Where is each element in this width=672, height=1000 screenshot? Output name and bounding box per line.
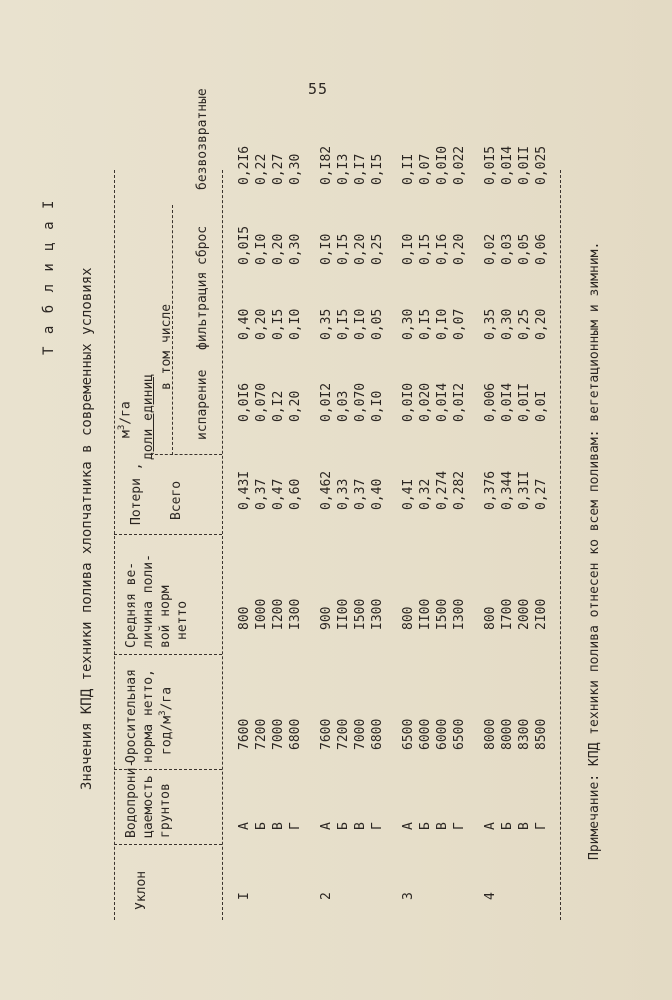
cell-irretrievable: 0,I82 xyxy=(319,145,334,185)
cell-discharge: 0,05 xyxy=(517,233,532,265)
header-perm-3: грунтов xyxy=(158,783,173,838)
cell-irretrievable: 0,07 xyxy=(418,153,433,185)
cell-filtration: 0,I0 xyxy=(353,308,368,340)
header-losses-label: Потери , xyxy=(129,462,144,525)
cell-irrigation-norm: 6500 xyxy=(452,718,467,750)
cell-irretrievable: 0,22 xyxy=(254,153,269,185)
cell-discharge: 0,30 xyxy=(288,233,303,265)
cell-losses-total: 0,274 xyxy=(435,470,450,510)
cell-evaporation: 0,03 xyxy=(336,390,351,422)
cell-permeability: Б xyxy=(500,822,515,830)
cell-filtration: 0,20 xyxy=(534,308,549,340)
cell-irrigation-norm: 6800 xyxy=(370,718,385,750)
header-filtration: фильтрация xyxy=(195,271,210,350)
cell-filtration: 0,40 xyxy=(237,308,252,340)
cell-losses-total: 0,37 xyxy=(254,478,269,510)
header-slope: Уклон xyxy=(134,870,149,910)
cell-irrigation-norm: 7600 xyxy=(237,718,252,750)
cell-losses-total: 0,60 xyxy=(288,478,303,510)
header-losses-unit-top: $м^3/га$ xyxy=(117,401,134,438)
cell-permeability: Г xyxy=(534,822,549,830)
cell-irrigation-norm: 6000 xyxy=(435,718,450,750)
cell-losses-total: 0,32 xyxy=(418,478,433,510)
cell-filtration: 0,I5 xyxy=(336,308,351,340)
cell-losses-total: 0,37 xyxy=(353,478,368,510)
separator-slope xyxy=(114,844,222,845)
cell-irrigation-norm: 7000 xyxy=(353,718,368,750)
cell-evaporation: 0,0I6 xyxy=(237,382,252,422)
cell-filtration: 0,I5 xyxy=(271,308,286,340)
cell-irretrievable: 0,0I4 xyxy=(500,145,515,185)
header-perm-1: Водопрони- xyxy=(124,759,139,838)
cell-slope: 3 xyxy=(401,892,416,900)
top-border-line xyxy=(114,170,115,920)
cell-losses-total: 0,40 xyxy=(370,478,385,510)
cell-average-norm: 800 xyxy=(483,606,498,630)
cell-evaporation: 0,0I4 xyxy=(500,382,515,422)
cell-permeability: В xyxy=(353,822,368,830)
cell-irrigation-norm: 6500 xyxy=(401,718,416,750)
header-including: в том числе xyxy=(159,303,174,390)
header-evaporation: испарение xyxy=(195,369,210,440)
cell-evaporation: 0,006 xyxy=(483,382,498,422)
table-note: Примечание: КПД техники полива отнесен ко всем поливам: вегетационным и зимним. xyxy=(587,241,602,860)
cell-irretrievable: 0,30 xyxy=(288,153,303,185)
cell-irrigation-norm: 7200 xyxy=(254,718,269,750)
cell-permeability: В xyxy=(271,822,286,830)
cell-irrigation-norm: 7000 xyxy=(271,718,286,750)
cell-filtration: 0,I5 xyxy=(418,308,433,340)
cell-filtration: 0,30 xyxy=(401,308,416,340)
cell-filtration: 0,20 xyxy=(254,308,269,340)
cell-discharge: 0,I5 xyxy=(418,233,433,265)
cell-average-norm: I500 xyxy=(435,598,450,630)
cell-filtration: 0,25 xyxy=(517,308,532,340)
cell-losses-total: 0,282 xyxy=(452,470,467,510)
cell-permeability: Г xyxy=(452,822,467,830)
cell-filtration: 0,I0 xyxy=(435,308,450,340)
cell-discharge: 0,I0 xyxy=(401,233,416,265)
cell-irretrievable: 0,27 xyxy=(271,153,286,185)
cell-filtration: 0,07 xyxy=(452,308,467,340)
cell-average-norm: II00 xyxy=(418,598,433,630)
cell-irretrievable: 0,II xyxy=(401,153,416,185)
header-norm-2: норма нетто, xyxy=(141,669,156,763)
header-avg-3: вой норм xyxy=(158,585,173,648)
cell-irretrievable: 0,0I0 xyxy=(435,145,450,185)
cell-losses-total: 0,3II xyxy=(517,470,532,510)
cell-slope: 2 xyxy=(319,892,334,900)
cell-permeability: Б xyxy=(336,822,351,830)
cell-permeability: Г xyxy=(370,822,385,830)
cell-slope: I xyxy=(237,892,252,900)
cell-irretrievable: 0,0I5 xyxy=(483,145,498,185)
cell-permeability: Г xyxy=(288,822,303,830)
cell-average-norm: I300 xyxy=(288,598,303,630)
cell-discharge: 0,20 xyxy=(353,233,368,265)
header-losses-unit-bottom: доли единиц xyxy=(141,373,156,460)
cell-discharge: 0,20 xyxy=(452,233,467,265)
cell-permeability: Б xyxy=(418,822,433,830)
bottom-border-line xyxy=(560,170,561,920)
header-bottom-line xyxy=(222,170,223,920)
cell-irretrievable: 0,I7 xyxy=(353,153,368,185)
header-norm-3: год/$м^3/га$ xyxy=(158,686,175,755)
cell-evaporation: 0,0I2 xyxy=(319,382,334,422)
cell-permeability: А xyxy=(483,822,498,830)
header-avg-4: нетто xyxy=(175,600,190,640)
cell-filtration: 0,35 xyxy=(483,308,498,340)
cell-irrigation-norm: 8000 xyxy=(483,718,498,750)
cell-average-norm: I700 xyxy=(500,598,515,630)
cell-evaporation: 0,0II xyxy=(517,382,532,422)
cell-losses-total: 0,344 xyxy=(500,470,515,510)
cell-irrigation-norm: 6000 xyxy=(418,718,433,750)
header-discharge: сброс xyxy=(195,225,210,265)
cell-evaporation: 0,070 xyxy=(254,382,269,422)
cell-discharge: 0,20 xyxy=(271,233,286,265)
cell-losses-total: 0,43I xyxy=(237,470,252,510)
cell-evaporation: 0,0I xyxy=(534,390,549,422)
cell-losses-total: 0,47 xyxy=(271,478,286,510)
cell-filtration: 0,I0 xyxy=(288,308,303,340)
table-label: Т а б л и ц а I xyxy=(41,198,57,355)
cell-discharge: 0,06 xyxy=(534,233,549,265)
cell-discharge: 0,I0 xyxy=(319,233,334,265)
cell-filtration: 0,30 xyxy=(500,308,515,340)
cell-irrigation-norm: 8300 xyxy=(517,718,532,750)
cell-irrigation-norm: 7200 xyxy=(336,718,351,750)
header-perm-2: цаемость xyxy=(141,775,156,838)
cell-evaporation: 0,0I2 xyxy=(452,382,467,422)
cell-average-norm: I300 xyxy=(370,598,385,630)
cell-losses-total: 0,376 xyxy=(483,470,498,510)
separator-norm xyxy=(114,654,222,655)
cell-average-norm: I500 xyxy=(353,598,368,630)
cell-discharge: 0,03 xyxy=(500,233,515,265)
separator-avg xyxy=(114,534,222,535)
header-avg-1: Средняя ве- xyxy=(124,561,139,648)
cell-evaporation: 0,I2 xyxy=(271,390,286,422)
cell-average-norm: 900 xyxy=(319,606,334,630)
header-avg-2: личина поли- xyxy=(141,554,156,648)
header-irretrievable: безвозвратные xyxy=(195,88,210,190)
cell-evaporation: 0,I0 xyxy=(370,390,385,422)
cell-irrigation-norm: 6800 xyxy=(288,718,303,750)
cell-losses-total: 0,462 xyxy=(319,470,334,510)
cell-average-norm: I000 xyxy=(254,598,269,630)
cell-losses-total: 0,33 xyxy=(336,478,351,510)
cell-irretrievable: 0,0II xyxy=(517,145,532,185)
cell-irretrievable: 0,2I6 xyxy=(237,145,252,185)
cell-discharge: 0,I5 xyxy=(336,233,351,265)
cell-discharge: 0,25 xyxy=(370,233,385,265)
cell-irretrievable: 0,022 xyxy=(452,145,467,185)
cell-losses-total: 0,4I xyxy=(401,478,416,510)
cell-irretrievable: 0,025 xyxy=(534,145,549,185)
page-number: 55 xyxy=(308,80,329,98)
table-title: Значения КПД техники полива хлопчатника в современных условиях xyxy=(79,267,95,790)
cell-average-norm: I200 xyxy=(271,598,286,630)
cell-discharge: 0,I0 xyxy=(254,233,269,265)
cell-irrigation-norm: 7600 xyxy=(319,718,334,750)
cell-average-norm: 800 xyxy=(237,606,252,630)
cell-losses-total: 0,27 xyxy=(534,478,549,510)
cell-irretrievable: 0,I3 xyxy=(336,153,351,185)
cell-evaporation: 0,0I0 xyxy=(401,382,416,422)
cell-filtration: 0,35 xyxy=(319,308,334,340)
cell-permeability: А xyxy=(319,822,334,830)
cell-evaporation: 0,020 xyxy=(418,382,433,422)
cell-irrigation-norm: 8500 xyxy=(534,718,549,750)
cell-irrigation-norm: 8000 xyxy=(500,718,515,750)
cell-discharge: 0,0I5 xyxy=(237,225,252,265)
cell-evaporation: 0,070 xyxy=(353,382,368,422)
cell-discharge: 0,I6 xyxy=(435,233,450,265)
cell-average-norm: 2000 xyxy=(517,598,532,630)
cell-filtration: 0,05 xyxy=(370,308,385,340)
cell-permeability: А xyxy=(237,822,252,830)
cell-permeability: Б xyxy=(254,822,269,830)
cell-permeability: В xyxy=(435,822,450,830)
cell-permeability: А xyxy=(401,822,416,830)
cell-average-norm: II00 xyxy=(336,598,351,630)
cell-discharge: 0,02 xyxy=(483,233,498,265)
separator-total xyxy=(150,454,222,455)
cell-average-norm: I300 xyxy=(452,598,467,630)
header-total: Всего xyxy=(169,480,184,520)
header-norm-1: Оросительная xyxy=(124,669,139,763)
cell-average-norm: 800 xyxy=(401,606,416,630)
cell-evaporation: 0,20 xyxy=(288,390,303,422)
cell-slope: 4 xyxy=(483,892,498,900)
cell-average-norm: 2I00 xyxy=(534,598,549,630)
cell-irretrievable: 0,I5 xyxy=(370,153,385,185)
cell-evaporation: 0,0I4 xyxy=(435,382,450,422)
cell-permeability: В xyxy=(517,822,532,830)
